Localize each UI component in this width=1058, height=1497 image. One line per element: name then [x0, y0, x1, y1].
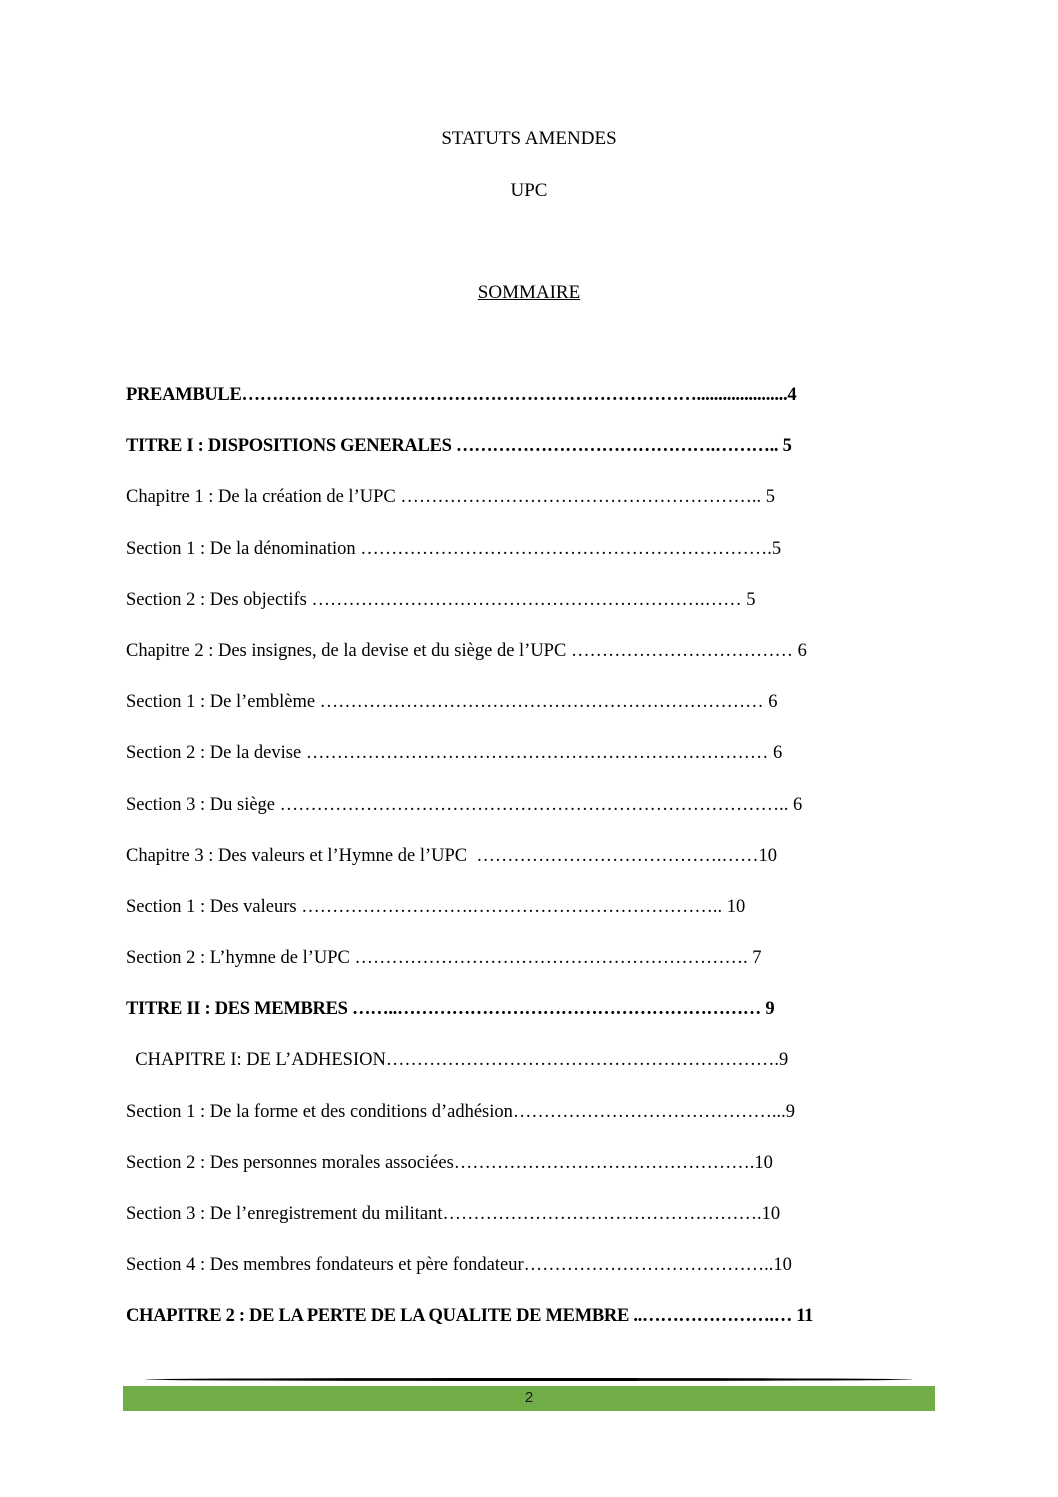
toc-entry: Section 3 : De l’enregistrement du militant…………………………………………….10 [126, 1204, 781, 1224]
toc-entry: Section 1 : De l’emblème ……………………………………………………………… 6 [126, 692, 778, 713]
toc-entry: Section 1 : Des valeurs ……………………….………………………………….. 10 [126, 896, 746, 917]
toc-entry: TITRE I : DISPOSITIONS GENERALES …………………………………….……….. 5 [126, 436, 792, 457]
document-subtitle: UPC [510, 180, 548, 201]
toc-entry: CHAPITRE 2 : DE LA PERTE DE LA QUALITE DE MEMBRE ..………………….… 11 [126, 1306, 814, 1327]
toc-entry: Section 3 : Du siège ……………………………………………………………………….. 6 [126, 794, 803, 815]
toc-entry: CHAPITRE I: DE L’ADHESION……………………………………………………….9 [126, 1050, 789, 1071]
toc-entry: Section 4 : Des membres fondateurs et père fondateur…………………………………..10 [126, 1255, 792, 1276]
toc-entry: TITRE II : DES MEMBRES ……..…………………………………………………… 9 [126, 999, 775, 1020]
toc-entry: Section 2 : Des objectifs ……………………………………………………….…… 5 [126, 589, 756, 610]
toc-entry: Chapitre 3 : Des valeurs et l’Hymne de l’UPC ………………………………….……10 [126, 845, 778, 866]
toc-entry: Section 1 : De la forme et des conditions d’adhésion……………………………………...9 [126, 1101, 795, 1122]
toc-entry: Chapitre 1 : De la création de l’UPC ………………………………………………….. 5 [126, 487, 775, 508]
footer-divider [145, 1378, 913, 1381]
page-number: 2 [524, 1389, 534, 1406]
toc-entry: Chapitre 2 : Des insignes, de la devise et du siège de l’UPC ……………………………… 6 [126, 640, 807, 661]
toc-entry: Section 2 : De la devise ………………………………………………………………… 6 [126, 743, 783, 764]
summary-heading: SOMMAIRE [477, 282, 581, 303]
toc-entry: Section 2 : Des personnes morales associées………………………………………….10 [126, 1152, 773, 1173]
toc-entry: PREAMBULE………………………………………………………………….....................4 [126, 385, 797, 405]
toc-entry: Section 1 : De la dénomination ………………………………………………………….5 [126, 538, 782, 559]
table-of-contents [126, 383, 926, 1356]
toc-entry: Section 2 : L’hymne de l’UPC ………………………………………………………. 7 [126, 948, 762, 969]
document-title: STATUTS AMENDES [441, 128, 617, 149]
